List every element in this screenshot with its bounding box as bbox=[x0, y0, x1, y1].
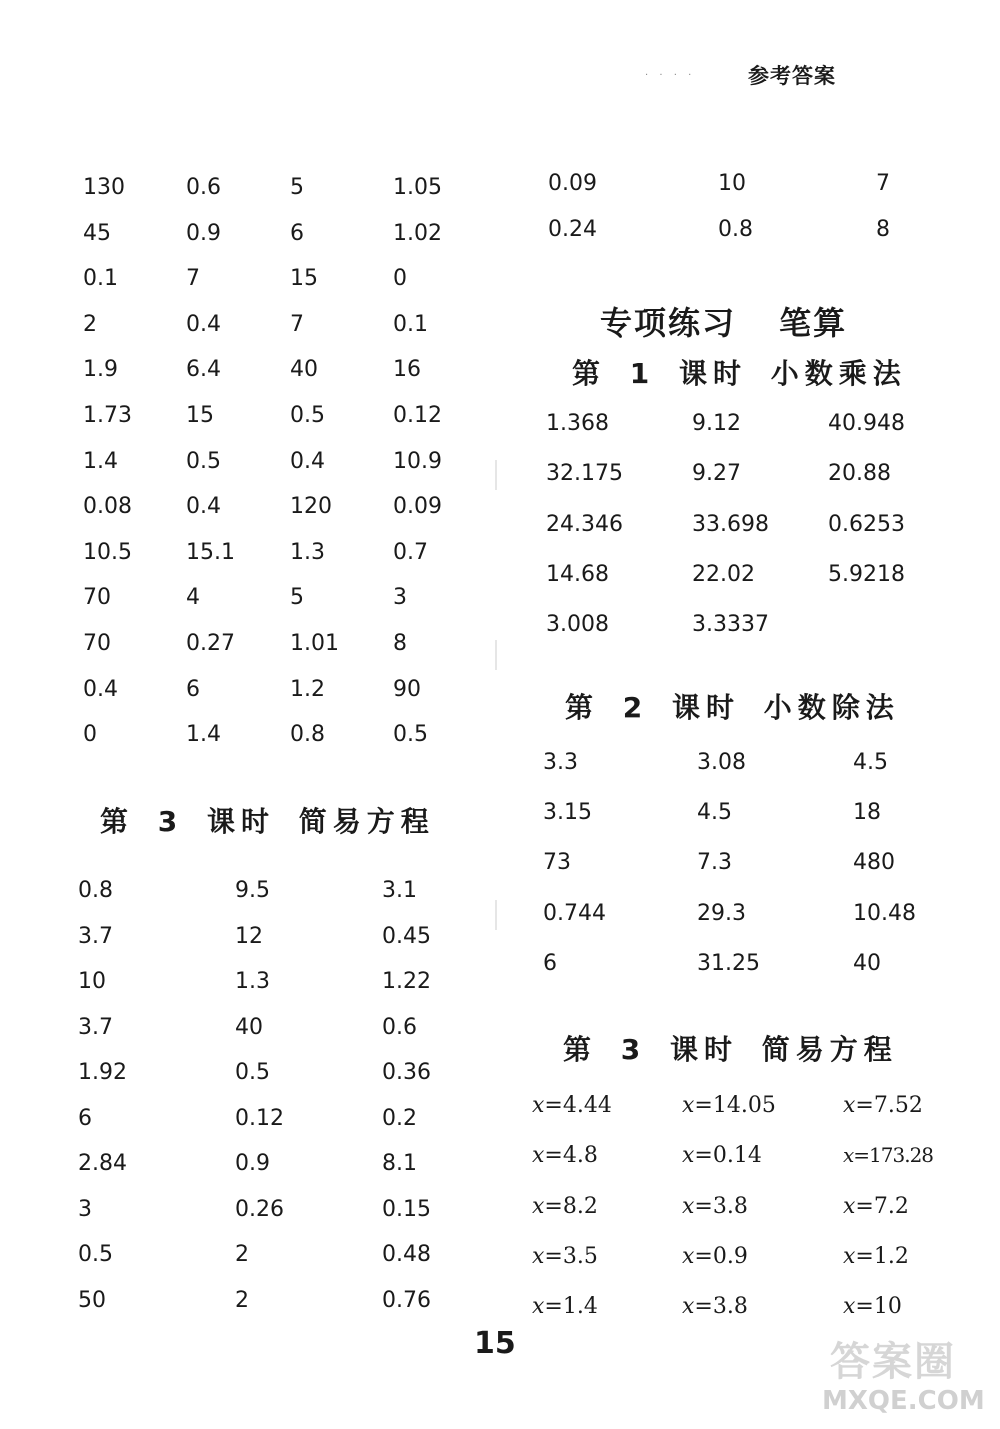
answer-cell: 1.3 bbox=[235, 969, 270, 994]
answer-cell: 9.5 bbox=[235, 878, 270, 903]
answer-cell: 73 bbox=[543, 850, 571, 876]
answer-cell: 3.1 bbox=[382, 878, 417, 903]
answer-cell: 31.25 bbox=[697, 950, 760, 976]
answer-cell: 3.3337 bbox=[692, 612, 769, 638]
answer-cell: 0.76 bbox=[382, 1287, 431, 1313]
answer-cell: 18 bbox=[853, 800, 881, 826]
answer-cell: 40 bbox=[853, 950, 881, 976]
answer-cell: 480 bbox=[853, 850, 895, 876]
header-title: 参考答案 bbox=[748, 64, 836, 88]
answer-cell: 3.15 bbox=[543, 800, 592, 826]
answer-cell: 2 bbox=[235, 1287, 249, 1313]
answer-cell: 4 bbox=[186, 585, 200, 611]
watermark-top-text: 答案圈 bbox=[830, 1339, 956, 1385]
answer-cell: 1.73 bbox=[83, 402, 132, 428]
answer-cell: 7 bbox=[290, 311, 304, 337]
right-section-title-1: 第 1 课时 小数乘法 bbox=[572, 357, 907, 390]
answer-cell: 3 bbox=[393, 585, 407, 611]
answer-cell: 10 bbox=[78, 969, 106, 994]
answer-cell: 0.27 bbox=[186, 630, 235, 656]
answer-cell: 7.3 bbox=[697, 850, 732, 876]
answer-cell: 3.7 bbox=[78, 1014, 113, 1040]
answer-cell: 5 bbox=[290, 585, 304, 611]
answer-cell: 9.27 bbox=[692, 461, 741, 487]
answer-cell: 12 bbox=[235, 923, 263, 949]
answer-cell: 0.4 bbox=[186, 311, 221, 337]
answer-cell: x=1.2 bbox=[843, 1243, 909, 1269]
answer-cell: x=3.8 bbox=[682, 1294, 748, 1320]
answer-cell: 0.6 bbox=[382, 1014, 417, 1040]
answer-cell: 0.1 bbox=[393, 311, 428, 337]
answer-cell: 32.175 bbox=[546, 461, 623, 487]
watermark-logo bbox=[822, 1330, 992, 1420]
answer-cell: 40 bbox=[290, 357, 318, 383]
answer-cell: 70 bbox=[83, 630, 111, 656]
answer-cell: x=1.4 bbox=[532, 1294, 598, 1320]
answer-cell: 0.09 bbox=[548, 171, 597, 196]
answer-cell: 0.26 bbox=[235, 1196, 284, 1222]
answer-cell: 0.12 bbox=[235, 1105, 284, 1131]
answer-cell: 1.92 bbox=[78, 1060, 127, 1085]
answer-cell: 1.02 bbox=[393, 220, 442, 246]
answer-cell: 10 bbox=[718, 171, 746, 196]
answer-cell: 0.1 bbox=[83, 266, 118, 292]
answer-cell: 130 bbox=[83, 175, 125, 200]
answer-cell: 0.2 bbox=[382, 1105, 417, 1131]
answer-cell: 0.12 bbox=[393, 402, 442, 428]
answer-cell: x=4.8 bbox=[532, 1143, 598, 1169]
answer-cell: x=7.2 bbox=[843, 1193, 909, 1219]
answer-cell: 1.4 bbox=[186, 722, 221, 748]
answer-cell: 3.7 bbox=[78, 923, 113, 949]
answer-cell: 0.8 bbox=[290, 722, 325, 748]
answer-cell: 1.01 bbox=[290, 630, 339, 656]
answer-cell: 0.45 bbox=[382, 923, 431, 949]
answer-cell: 40.948 bbox=[828, 411, 905, 436]
answer-cell: 15 bbox=[186, 402, 214, 428]
right-main-title: 专项练习 笔算 bbox=[600, 304, 848, 342]
answer-cell: 20.88 bbox=[828, 461, 891, 487]
answer-cell: 8.1 bbox=[382, 1151, 417, 1176]
header-dots: · · · · bbox=[645, 70, 696, 81]
answer-cell: 2 bbox=[235, 1242, 249, 1267]
answer-cell: 22.02 bbox=[692, 561, 755, 587]
answer-cell: 0.5 bbox=[235, 1060, 270, 1085]
answer-cell: 0.36 bbox=[382, 1060, 431, 1085]
right-section-title-2: 第 2 课时 小数除法 bbox=[565, 691, 900, 724]
answer-cell: 0.08 bbox=[83, 494, 132, 520]
answer-cell: 2 bbox=[83, 311, 97, 337]
answer-cell: 3.08 bbox=[697, 750, 746, 775]
left-section-title: 第 3 课时 简易方程 bbox=[100, 805, 435, 838]
answer-cell: 6 bbox=[186, 676, 200, 702]
answer-cell: x=173.28 bbox=[843, 1143, 934, 1168]
page-number: 15 bbox=[474, 1326, 516, 1361]
answer-cell: 0.48 bbox=[382, 1242, 431, 1267]
column-divider-mark bbox=[495, 460, 497, 490]
answer-cell: 45 bbox=[83, 220, 111, 246]
answer-cell: x=0.14 bbox=[682, 1143, 762, 1169]
answer-cell: 8 bbox=[393, 630, 407, 656]
answer-cell: x=3.5 bbox=[532, 1243, 598, 1269]
answer-cell: 50 bbox=[78, 1287, 106, 1313]
answer-cell: x=0.9 bbox=[682, 1243, 748, 1269]
answer-cell: 4.5 bbox=[853, 750, 888, 775]
answer-cell: 0.8 bbox=[78, 878, 113, 903]
right-section-title-3: 第 3 课时 简易方程 bbox=[563, 1033, 898, 1066]
answer-cell: 1.22 bbox=[382, 969, 431, 994]
answer-cell: 15.1 bbox=[186, 539, 235, 565]
answer-cell: 120 bbox=[290, 494, 332, 520]
answer-cell: 6 bbox=[543, 950, 557, 976]
answer-cell: 70 bbox=[83, 585, 111, 611]
answer-cell: 7 bbox=[186, 266, 200, 292]
answer-cell: 1.368 bbox=[546, 411, 609, 436]
answer-cell: 0.8 bbox=[718, 217, 753, 242]
answer-cell: 0.5 bbox=[78, 1242, 113, 1267]
answer-cell: 0.4 bbox=[83, 676, 118, 702]
answer-cell: 1.2 bbox=[290, 676, 325, 702]
column-divider-mark bbox=[495, 900, 497, 930]
answer-cell: x=10 bbox=[843, 1294, 902, 1320]
answer-cell: 6 bbox=[78, 1105, 92, 1131]
answer-cell: 16 bbox=[393, 357, 421, 383]
answer-cell: 6.4 bbox=[186, 357, 221, 383]
answer-cell: 10.5 bbox=[83, 539, 132, 565]
answer-cell: 0.4 bbox=[290, 448, 325, 474]
answer-cell: 0.24 bbox=[548, 217, 597, 242]
answer-cell: 0.9 bbox=[235, 1151, 270, 1176]
answer-cell: 0.9 bbox=[186, 220, 221, 246]
answer-cell: 3 bbox=[78, 1196, 92, 1222]
answer-cell: 24.346 bbox=[546, 511, 623, 537]
answer-cell: 0.5 bbox=[186, 448, 221, 474]
answer-cell: 1.9 bbox=[83, 357, 118, 383]
answer-cell: 40 bbox=[235, 1014, 263, 1040]
answer-cell: 1.4 bbox=[83, 448, 118, 474]
answer-cell: 0.15 bbox=[382, 1196, 431, 1222]
answer-cell: 29.3 bbox=[697, 900, 746, 926]
answer-cell: x=8.2 bbox=[532, 1193, 598, 1219]
answer-cell: 14.68 bbox=[546, 561, 609, 587]
answer-cell: 0 bbox=[83, 722, 97, 748]
answer-cell: 1.05 bbox=[393, 175, 442, 200]
answer-cell: 9.12 bbox=[692, 411, 741, 436]
answer-cell: 33.698 bbox=[692, 511, 769, 537]
answer-cell: 0.6 bbox=[186, 175, 221, 200]
answer-cell: 10.48 bbox=[853, 900, 916, 926]
answer-cell: 0 bbox=[393, 266, 407, 292]
answer-cell: 10.9 bbox=[393, 448, 442, 474]
answer-cell: 7 bbox=[876, 171, 890, 196]
answer-cell: 4.5 bbox=[697, 800, 732, 826]
answer-cell: 6 bbox=[290, 220, 304, 246]
answer-cell: 90 bbox=[393, 676, 421, 702]
answer-cell: 2.84 bbox=[78, 1151, 127, 1176]
answer-cell: 5.9218 bbox=[828, 561, 905, 587]
answer-cell: 15 bbox=[290, 266, 318, 292]
answer-cell: 0.5 bbox=[393, 722, 428, 748]
column-divider-mark bbox=[495, 640, 497, 670]
answer-cell: 0.744 bbox=[543, 900, 606, 926]
answer-cell: 8 bbox=[876, 217, 890, 242]
answer-cell: 3.3 bbox=[543, 750, 578, 775]
answer-cell: 0.4 bbox=[186, 494, 221, 520]
answer-cell: 0.7 bbox=[393, 539, 428, 565]
answer-cell: 0.09 bbox=[393, 494, 442, 520]
answer-cell: x=4.44 bbox=[532, 1093, 612, 1118]
answer-cell: x=7.52 bbox=[843, 1093, 923, 1118]
answer-cell: x=14.05 bbox=[682, 1093, 776, 1118]
answer-cell: x=3.8 bbox=[682, 1193, 748, 1219]
answer-cell: 1.3 bbox=[290, 539, 325, 565]
answer-cell: 5 bbox=[290, 175, 304, 200]
answer-cell: 3.008 bbox=[546, 612, 609, 638]
answer-cell: 0.5 bbox=[290, 402, 325, 428]
answer-cell: 0.6253 bbox=[828, 511, 905, 537]
watermark-bottom-text: MXQE.COM bbox=[822, 1386, 985, 1416]
